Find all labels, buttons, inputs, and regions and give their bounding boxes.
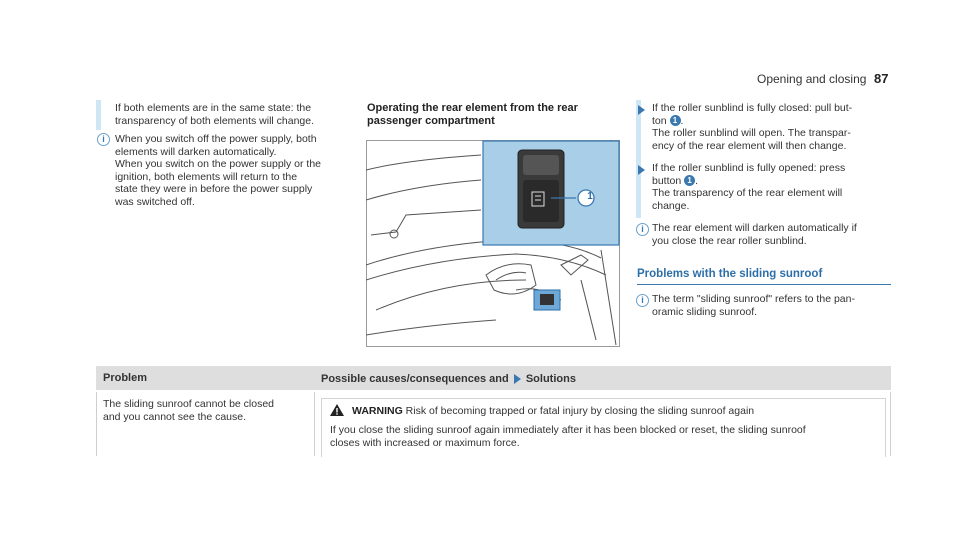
- note-highlight: [115, 102, 314, 127]
- info-icon: i: [636, 294, 649, 307]
- warning-icon: [330, 404, 344, 416]
- info-line: When you switch on the power supply or the: [115, 158, 322, 170]
- step-2: [652, 162, 845, 212]
- info-line: you close the rear roller sunblind.: [652, 234, 807, 247]
- info-line: state they were in before the power supply: [115, 183, 313, 195]
- warning-text: Risk of becoming trapped or fatal injury by closing the sliding sunroof again: [405, 405, 755, 417]
- table-border-mid: [314, 392, 315, 456]
- page-number: 87: [874, 71, 889, 86]
- step-bar: [636, 100, 641, 218]
- info-line: elements will darken automatically.: [115, 145, 277, 158]
- problem-line: and you cannot see the cause.: [103, 410, 247, 423]
- note-line: transparency of both elements will change.: [115, 114, 315, 127]
- warning-body-line: closes with increased or maximum force.: [330, 436, 520, 449]
- step-line: If the roller sunblind is fully opened: press: [652, 162, 846, 174]
- heading-line: Operating the rear element from the rear: [367, 102, 578, 114]
- table-border-right: [890, 392, 891, 456]
- step-line: ency of the rear element will then change.: [652, 139, 847, 152]
- number-1-icon: 1: [684, 175, 695, 186]
- step-line: If the roller sunblind is fully closed: pull but-: [652, 102, 853, 114]
- step-line-with-marker: button 1 .: [652, 174, 699, 187]
- operating-heading: [367, 102, 578, 128]
- callout-number: 1: [587, 191, 593, 202]
- arrow-icon: [514, 374, 521, 384]
- info-line: The term "sliding sunroof" refers to the pan-: [652, 293, 855, 305]
- info-line: oramic sliding sunroof.: [652, 305, 758, 318]
- heading-rule: [637, 284, 891, 285]
- note-line: If both elements are in the same state: the: [115, 102, 312, 114]
- problems-heading: Problems with the sliding sunroof: [637, 268, 823, 280]
- section-title: Opening and closing: [757, 72, 867, 86]
- warning-body-line: If you close the sliding sunroof again immediately after it has been blocked or reset, the sliding sunroof: [330, 424, 806, 436]
- number-1-icon: 1: [670, 115, 681, 126]
- header-problem: Problem: [103, 372, 148, 384]
- highlight-bar: [96, 100, 101, 130]
- step-line: The transparency of the rear element will: [652, 187, 843, 199]
- info-line: ignition, both elements will return to the: [115, 170, 298, 183]
- info-icon: i: [97, 133, 110, 146]
- step-1: [652, 102, 852, 152]
- heading-line: passenger compartment: [367, 115, 495, 127]
- info-line: When you switch off the power supply, both: [115, 133, 317, 145]
- problem-cell: [103, 398, 274, 423]
- door-illustration: [366, 140, 620, 347]
- info-line: The rear element will darken automatically if: [652, 222, 857, 234]
- step-line-with-marker: ton 1 .: [652, 114, 684, 127]
- info-note: [652, 222, 857, 247]
- warning-body: [330, 424, 806, 449]
- step-line: The roller sunblind will open. The transpar-: [652, 127, 851, 139]
- info-line: was switched off.: [115, 195, 195, 208]
- warning-label: WARNING: [352, 405, 403, 417]
- info-icon: i: [636, 223, 649, 236]
- warning-line: [352, 405, 754, 418]
- info-note: [115, 133, 321, 208]
- step-arrow-icon: [638, 165, 645, 175]
- step-line: change.: [652, 199, 690, 212]
- problem-line: The sliding sunroof cannot be closed: [103, 398, 275, 410]
- table-border-left: [96, 392, 97, 456]
- header-causes: Possible causes/consequences and Solutions: [321, 373, 576, 385]
- step-arrow-icon: [638, 105, 645, 115]
- sunroof-note: [652, 293, 855, 318]
